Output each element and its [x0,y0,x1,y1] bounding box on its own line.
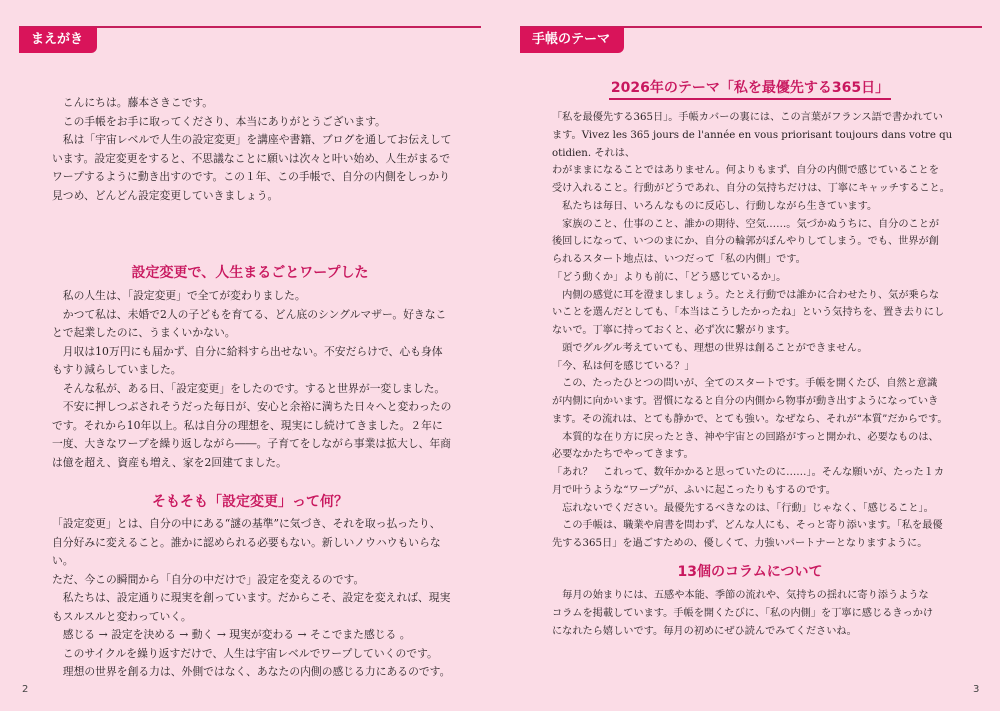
text-line: ないで。丁寧に持っておくと、必ず次に繋がります。 [552,325,796,336]
text-line: 頭でグルグル考えていても、理想の世界は創ることができません。 [552,342,868,354]
text-line: 月で叶うような“ワープ”が、ふいに起こったりもするのです。 [552,484,836,496]
text-line: 感じる → 設定を決める → 動く → 現実が変わる → そこでまた感じる 。 [52,628,411,641]
text-line: こんにちは。藤本さきこです。 [52,96,214,109]
section-body [52,515,457,682]
text-line: ます。Vivez les 365 jours de l'année en vous priorisant toujours dans votre quotidien. それは、 [552,129,953,159]
theme-heading-text: 2026年のテーマ「私を最優先する365日」 [609,80,891,100]
text-line: いことを選んだとしても、「本当はこうしたかったね」という気持ちを、置き去りにし [552,307,945,319]
text-line: ます。その流れは、とても静かで、とても強い。なぜなら、それが“本質”だからです。 [552,413,948,425]
page-number: 2 [22,684,29,695]
text-line: ただ、今この瞬間から「自分の中だけで」設定を変えるのです。 [52,572,365,586]
text-line: わがままになることではありません。何よりもまず、自分の内側で感じていることを [552,165,939,177]
text-line: 不安に押しつぶされそうだった毎日が、安心と余裕に満ちた日々へと変わったの [52,400,452,413]
text-line: 月収は10万円にも届かず、自分に給料すら出せない。不安だらけで、心も身体 [52,344,443,358]
section-heading: 設定変更で、人生まるごとワープした [131,265,369,281]
text-line: 先する365日」を過ごすための、優しくて、力強いパートナーとなりますように。 [552,538,928,549]
section-body [52,287,457,472]
text-line: です。それから10年以上。私は自分の理想を、現実にし続けてきました。２年に [52,418,443,432]
right-page [500,0,1000,711]
text-line: が内側に向かいます。習慣になると自分の内側から物事が動き出すようになっていき [552,396,939,407]
text-line: になれたら嬉しいです。毎月の初めにぜひ読んでみてくださいね。 [552,625,857,637]
text-line: 必要なかたちでやってきます。 [552,449,694,461]
text-line: 見つめ、どんどん設定変更していきましょう。 [52,188,279,202]
section-heading: 13個のコラムについて [677,564,823,580]
text-line: この手帳をお手に取ってくださり、本当にありがとうございます。 [52,114,386,128]
text-line: 私たちは毎日、いろんなものに反応し、行動しながら生きています。 [552,200,878,212]
text-line: は億を超え、資産も増え、家を2回建てました。 [52,455,287,469]
section-tab-maegaki: まえがき [19,27,97,53]
section-heading: そもそも「設定変更」って何？ [152,494,348,510]
text-line: 内側の感覚に耳を澄ましましょう。たとえ行動では誰かに合わせたり、気が乗らな [552,289,940,301]
page-number: 3 [973,684,980,695]
text-line: 「私を最優先する365日」。手帳カバーの裏には、この言葉がフランス語で書かれてい [552,112,943,123]
text-line: とで起業したのに、うまくいかない。 [52,326,236,339]
theme-heading [500,77,1000,97]
intro-text [52,94,457,205]
text-line: 「どう動くか」よりも前に、「どう感じているか」。 [552,271,787,283]
text-line: 忘れないでください。最優先するべきなのは、「行動」じゃなく、「感じること」。 [552,502,934,514]
text-line: ワープするように動き出すのです。この１年、この手帳で、自分の内側をしっかり [52,170,450,183]
text-line: このサイクルを繰り返すだけで、人生は宇宙レベルでワープしていくのです。 [52,646,438,660]
text-line: 本質的な在り方に戻ったとき、神や宇宙との回路がすっと開かれ、必要なものは、 [552,431,939,443]
text-line: られるスタート地点は、いつだって「私の内側」です。 [552,254,806,265]
text-line: 理想の世界を創る力は、外側ではなく、あなたの内側の感じる力にあるのです。 [52,665,451,678]
text-line: 一度、大きなワープを繰り返しながら――。子育てをしながら事業は拡大し、年商 [52,437,451,450]
text-line: 私の人生は、「設定変更」で全てが変わりました。 [52,289,306,302]
text-line: もすり減らしていました。 [52,363,182,376]
text-line: 「設定変更」とは、自分の中にある“謎の基準”に気づき、それを取っ払ったり、 [52,517,441,530]
text-line: かつて私は、未婚で2人の子どもを育てる、どん底のシングルマザー。好きなこ [52,307,447,321]
text-line: 「今、私は何を感じている？」 [552,360,695,372]
text-line: 毎月の始まりには、五感や本能、季節の流れや、気持ちの揺れに寄り添うような [552,590,929,601]
text-line: 家族のこと、仕事のこと、誰かの期待、空気……。気づかぬうちに、自分のことが [552,218,940,230]
text-line: 私たちは、設定通りに現実を創っています。だからこそ、設定を変えれば、現実 [52,591,451,604]
section-tab-theme: 手帳のテーマ [520,27,624,53]
text-line: 受け入れること。行動がどうであれ、自分の気持ちだけは、丁寧にキャッチすること。 [552,183,950,194]
text-line: そんな私が、ある日、「設定変更」をしたのです。すると世界が一変しました。 [52,381,446,395]
text-line: この、たったひとつの問いが、全てのスタートです。手帳を開くたび、自然と意識 [552,378,938,390]
text-line: います。設定変更をすると、不思議なことに願いは次々と叶い始め、人生がまるで [52,151,451,165]
text-line: この手帳は、職業や肩書を問わず、どんな人にも、そっと寄り添います。「私を最優 [552,520,943,532]
text-line: コラムを掲載しています。手帳を開くたびに、「私の内側」を丁寧に感じるきっかけ [552,607,934,619]
text-line: もスルスルと変わっていく。 [52,609,192,623]
section-body [552,587,957,640]
text-line: 後回しになって、いつのまにか、自分の輪郭がぼんやりしてしまう。でも、世界が創 [552,236,939,248]
text-line: 私は「宇宙レベルで人生の設定変更」を講座や書籍、ブログを通してお伝えして [52,133,452,146]
section-body [552,109,957,553]
text-line: 「あれ？ これって、数年かかると思っていたのに……」。そんな願いが、たった１カ [552,467,945,478]
text-line: 自分好みに変えること。誰かに認められる必要もない。新しいノウハウもいらない。 [52,535,441,567]
